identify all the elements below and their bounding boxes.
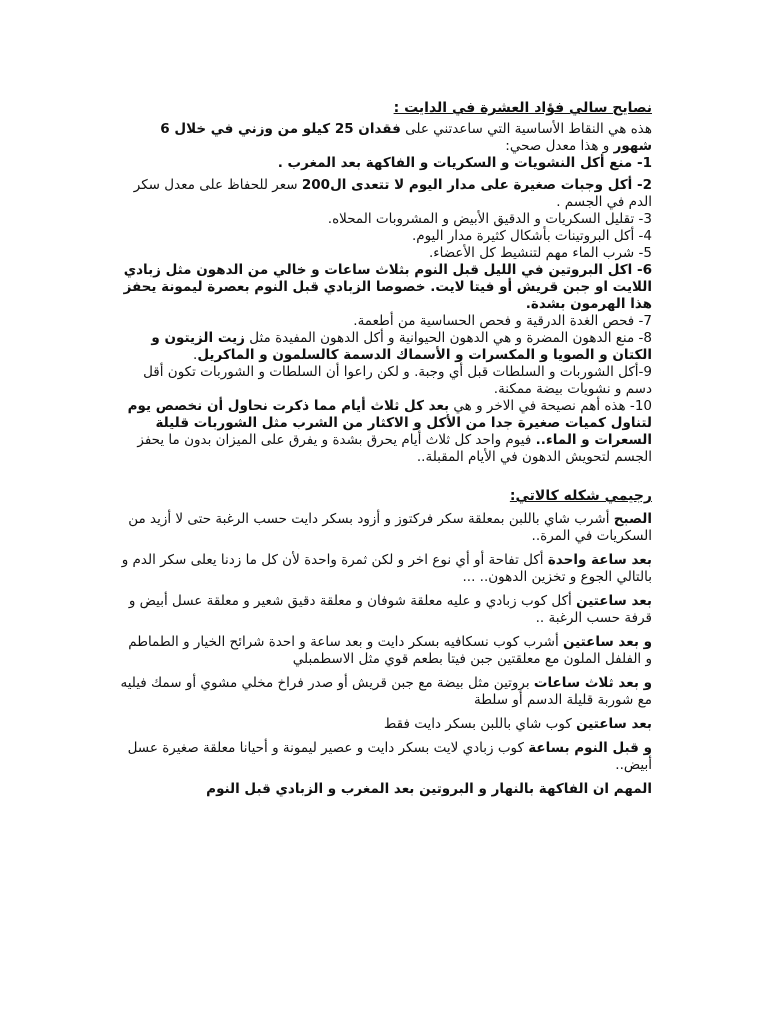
meal-5-time: و بعد ثلاث ساعات	[533, 675, 652, 691]
meal-morning	[118, 511, 652, 545]
tip-4: 4- أكل البروتينات بأشكال كثيرة مدار اليوم.	[411, 228, 652, 244]
meal-7-time: و قبل النوم بساعة	[528, 740, 652, 756]
tip-10-bold: بعد كل ثلاث أيام مما ذكرت نحاول أن نخصص يوم لتناول كميات صغيرة جدا من الأكل و الاكثار من الشرب مثل الشوربات قليلة السعرات و الماء..	[127, 398, 652, 448]
intro-paragraph	[118, 121, 652, 155]
tip-9: 9-أكل الشوربات و السلطات قبل أي وجبة. و لكن راعوا أن السلطات و الشوربات تكون أقل دسم و نشويات بيضة ممكنة.	[143, 364, 652, 397]
tip-2-bold: 2- أكل وجبات صغيرة على مدار اليوم لا تتعدى ال200	[301, 177, 652, 193]
tip-8-bold: زيت الزيتون و الكتان و الصويا و المكسرات و الأسماك الدسمة كالسلمون و الماكريل	[151, 330, 652, 363]
tip-5: 5- شرب الماء مهم لتنشيط كل الأعضاء.	[428, 245, 652, 261]
meal-5	[118, 675, 652, 709]
tip-8	[118, 330, 652, 364]
meal-4-time: و بعد ساعتين	[562, 634, 652, 650]
tip-2	[118, 177, 652, 211]
meal-4-text: أشرب كوب نسكافيه بسكر دايت و بعد ساعة و احدة شرائح الخيار و الطماطم و الفلفل الملون مع معلقتين جبن فيتا بطعم قوي مثل الاسطمبلي	[128, 634, 652, 667]
tip-2-text: سعر للحفاظ على معدل سكر الدم في الجسم .	[133, 177, 652, 210]
intro-text: هذه هي النقاط الأساسية التي ساعدتني على	[400, 121, 652, 137]
tip-1: 1- منع أكل النشويات و السكريات و الفاكهة بعد المغرب .	[277, 155, 652, 171]
meal-2-text: أكل تفاحة أو أي نوع اخر و لكن ثمرة واحدة لأن كل ما زدنا يعلى سكر الدم و بالتالي الجوع و تخزين الدهون.. ...	[121, 552, 652, 585]
tip-10	[118, 398, 652, 466]
tip-8-text: 8- منع الدهون المضرة و هي الدهون الحيوانية و أكل الدهون المفيدة مثل	[244, 330, 652, 346]
meal-morning-time: الصبح	[613, 511, 652, 527]
intro-highlight: فقدان 25 كيلو من وزني في خلال 6 شهور	[160, 121, 652, 154]
section-gap	[118, 466, 652, 488]
meal-2-time: بعد ساعة واحدة	[547, 552, 652, 568]
page-title: نصايح سالي فؤاد العشرة في الدايت :	[393, 100, 652, 116]
tip-6: 6- اكل البروتين في الليل قبل النوم بثلاث ساعات و خالي من الدهون مثل زبادي اللايت او جبن قريش أو فيتا لايت. خصوصا الزبادي قبل النوم بعصرة ليمونة يحفز هذا الهرمون بشدة.	[123, 262, 652, 312]
meal-3-time: بعد ساعتين	[576, 593, 652, 609]
tip-3: 3- تقليل السكريات و الدقيق الأبيض و المشروبات المحلاه.	[327, 211, 652, 227]
meal-morning-text: أشرب شاي باللبن بمعلقة سكر فركتوز و أزود بسكر دايت حسب الرغبة حتى لا أزيد من السكريات في المرة..	[128, 511, 652, 544]
tip-10-end: فيوم واحد كل ثلاث أيام يحرق بشدة و يفرق على الميزان بدون ما يحفز الجسم لتحويش الدهون في الأيام المقبلة..	[137, 432, 652, 465]
final-note: المهم ان الفاكهة بالنهار و البروتين بعد المغرب و الزبادي قبل النوم	[206, 781, 652, 797]
meal-5-text: بروتين مثل بيضة مع جبن قريش أو صدر فراخ مخلي مشوي أو سمك فيليه مع شوربة قليلة الدسم أو سلطة	[120, 675, 652, 708]
meal-7	[118, 740, 652, 774]
tip-8-end: .	[193, 347, 198, 363]
meal-2	[118, 552, 652, 586]
intro-text-end: و هذا معدل صحي:	[505, 138, 614, 154]
document-page	[118, 100, 652, 798]
meal-3	[118, 593, 652, 627]
regime-heading: رجيمي شكله كالاتي:	[509, 488, 652, 504]
meal-3-text: أكل كوب زبادي و عليه معلقة شوفان و معلقة دقيق شعير و معلقة عسل أبيض و قرفة حسب الرغبة ..	[128, 593, 652, 626]
meal-4	[118, 634, 652, 668]
meal-6	[118, 716, 652, 733]
meal-7-text: كوب زبادي لايت بسكر دايت و عصير ليمونة و أحيانا معلقة صغيرة عسل أبيض..	[127, 740, 652, 773]
tip-7: 7- فحص الغدة الدرقية و فحص الحساسية من أطعمة.	[353, 313, 652, 329]
meal-6-time: بعد ساعتين	[576, 716, 652, 732]
tip-10-text: 10- هذه أهم نصيحة في الاخر و هي	[449, 398, 652, 414]
meal-6-text: كوب شاي باللبن بسكر دايت فقط	[383, 716, 577, 732]
